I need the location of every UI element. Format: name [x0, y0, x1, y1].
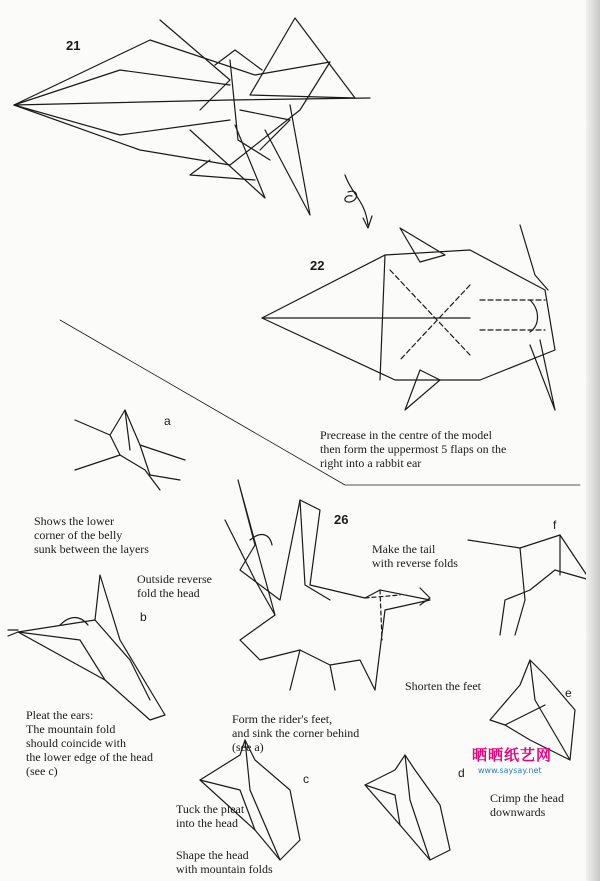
caption-belly: Shows the lower corner of the belly sunk between the layers — [34, 514, 149, 556]
caption-outside-reverse: Outside reverse fold the head — [137, 572, 212, 600]
caption-tuck-pleat: Tuck the pleat into the head — [176, 802, 245, 830]
sub-label-c: c — [303, 772, 309, 786]
caption-rider-feet: Form the rider's feet, and sink the corner behind (see a) — [232, 712, 360, 754]
caption-precrease: Precrease in the centre of the model then form the uppermost 5 flaps on the right into a rabbit ear — [320, 428, 507, 470]
watermark-logo: 晒晒纸艺网 — [472, 746, 553, 764]
step-number-21: 21 — [66, 38, 81, 53]
caption-tail: Make the tail with reverse folds — [372, 542, 458, 570]
sub-label-e: e — [565, 686, 572, 700]
diagram-c-head — [200, 740, 300, 860]
diagram-d-head — [365, 755, 450, 860]
diagram-f — [468, 535, 590, 635]
sub-label-d: d — [458, 766, 465, 780]
caption-shape-head: Shape the head with mountain folds — [176, 848, 273, 876]
turn-over-arrow — [345, 175, 372, 228]
caption-shorten-feet: Shorten the feet — [405, 679, 481, 693]
sub-label-b: b — [140, 610, 147, 624]
caption-crimp-head: Crimp the head downwards — [490, 791, 564, 819]
step-number-22: 22 — [310, 258, 325, 273]
step-number-26: 26 — [334, 512, 349, 527]
watermark-url: www.saysay.net — [478, 766, 542, 775]
sub-label-a: a — [164, 414, 171, 428]
sub-label-f: f — [553, 518, 557, 532]
caption-pleat-ears: Pleat the ears: The mountain fold should coincide with the lower edge of the head (see c) — [26, 708, 153, 778]
step-22-model — [262, 225, 555, 410]
step-26-model — [225, 480, 430, 690]
book-gutter-shadow — [586, 0, 600, 881]
